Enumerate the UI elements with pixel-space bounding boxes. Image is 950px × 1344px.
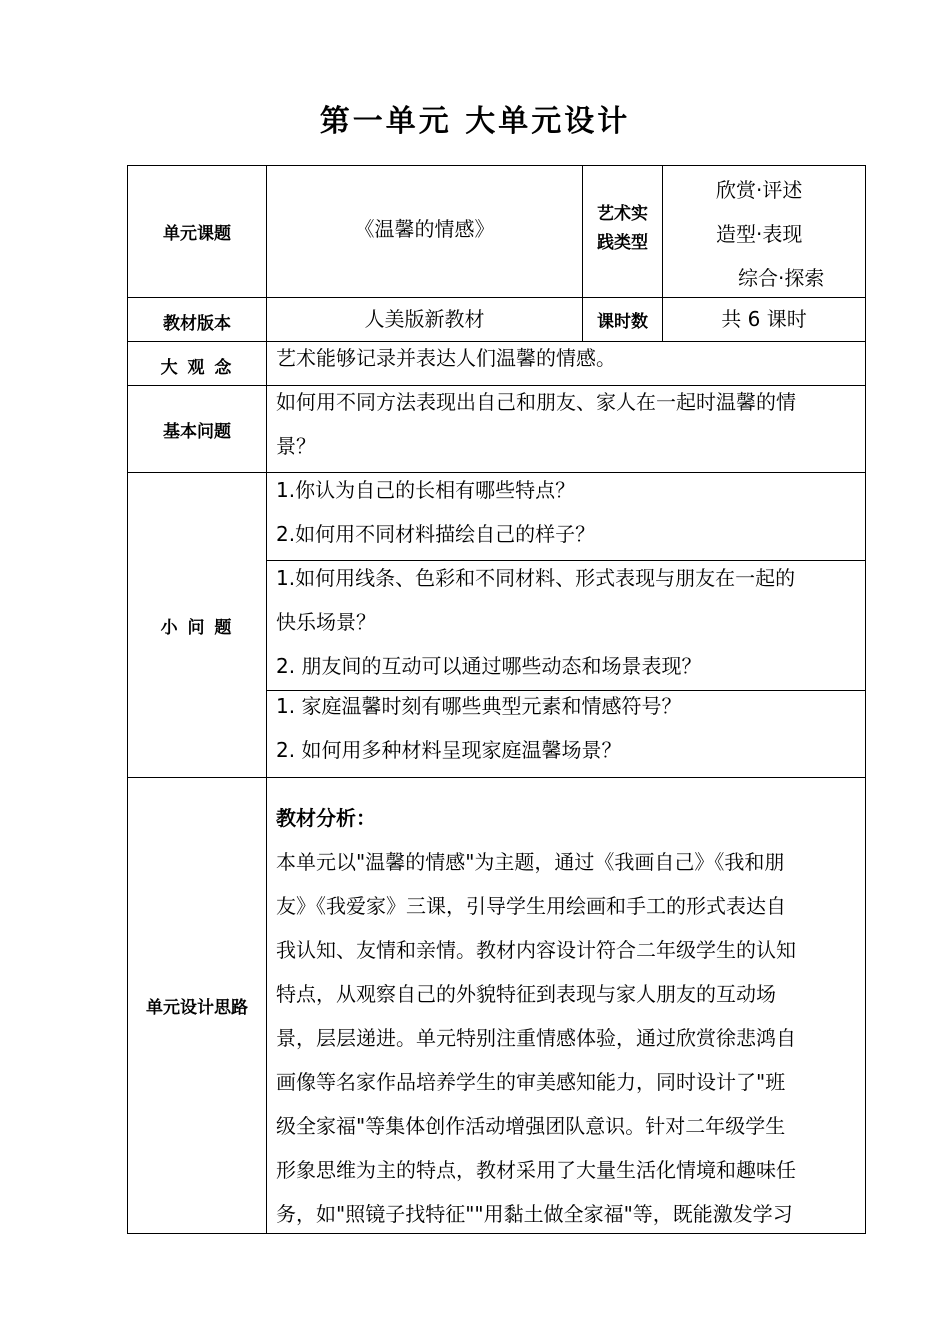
art-practice-label [583,200,662,258]
big-idea-label: 大 观 念 [160,358,234,378]
paragraph-line: 务，如"照镜子找特征""用黏土做全家福"等，既能激发学习 [276,1202,793,1226]
question-item: 1.如何用线条、色彩和不同材料、形式表现与朋友在一起的 [276,566,796,590]
question-item: 1.你认为自己的长相有哪些特点？ [276,478,576,502]
hours-value: 共 6 课时 [721,307,807,331]
basic-question-label: 基本问题 [163,421,231,442]
art-practice-label-line2: 践类型 [597,233,648,253]
basic-question-line: 如何用不同方法表现出自己和朋友、家人在一起时温馨的情 [276,390,796,414]
textbook-value: 人美版新教材 [364,307,485,331]
paragraph-line: 特点，从观察自己的外貌特征到表现与家人朋友的互动场 [276,982,776,1006]
art-type-appreciation: 欣赏·评述 [716,178,803,202]
paragraph-line: 景，层层递进。单元特别注重情感体验，通过欣赏徐悲鸿自 [276,1026,796,1050]
unit-topic-value: 《温馨的情感》 [354,217,495,241]
page-title: 第一单元 大单元设计 [319,104,631,139]
question-item: 2.如何用不同材料描绘自己的样子？ [276,522,596,546]
art-type-modeling: 造型·表现 [716,222,803,246]
art-practice-types [663,168,865,300]
paragraph-line: 形象思维为主的特点，教材采用了大量生活化情境和趣味任 [276,1158,796,1182]
hours-label: 课时数 [597,312,648,332]
textbook-label: 教材版本 [163,314,231,334]
section-heading: 教材分析： [276,806,376,830]
art-practice-label-line1: 艺术实 [597,204,648,224]
basic-question-line: 景？ [276,434,316,458]
small-questions-group-3 [267,684,865,772]
question-item: 2. 朋友间的互动可以通过哪些动态和场景表现？ [276,654,702,678]
question-item: 1. 家庭温馨时刻有哪些典型元素和情感符号？ [276,694,682,718]
paragraph-line: 本单元以"温馨的情感"为主题，通过《我画自己》《我和朋 [276,850,785,874]
unit-design-content [267,796,865,1236]
unit-design-label: 单元设计思路 [146,998,248,1018]
small-questions-label: 小 问 题 [160,617,234,638]
big-idea-value: 艺术能够记录并表达人们温馨的情感。 [276,346,616,370]
question-item: 快乐场景？ [276,610,376,634]
small-questions-group-2 [267,556,865,688]
question-item: 2. 如何用多种材料呈现家庭温馨场景？ [276,738,622,762]
small-questions-group-1 [267,468,865,556]
paragraph-line: 友》《我爱家》三课，引导学生用绘画和手工的形式表达自 [276,894,786,918]
art-type-synthesis: 综合·探索 [738,266,825,290]
paragraph-line: 我认知、友情和亲情。教材内容设计符合二年级学生的认知 [276,938,796,962]
basic-question-text [267,380,865,468]
paragraph-line: 画像等名家作品培养学生的审美感知能力，同时设计了"班 [276,1070,786,1094]
unit-topic-label: 单元课题 [163,224,231,244]
paragraph-line: 级全家福"等集体创作活动增强团队意识。针对二年级学生 [276,1114,786,1138]
